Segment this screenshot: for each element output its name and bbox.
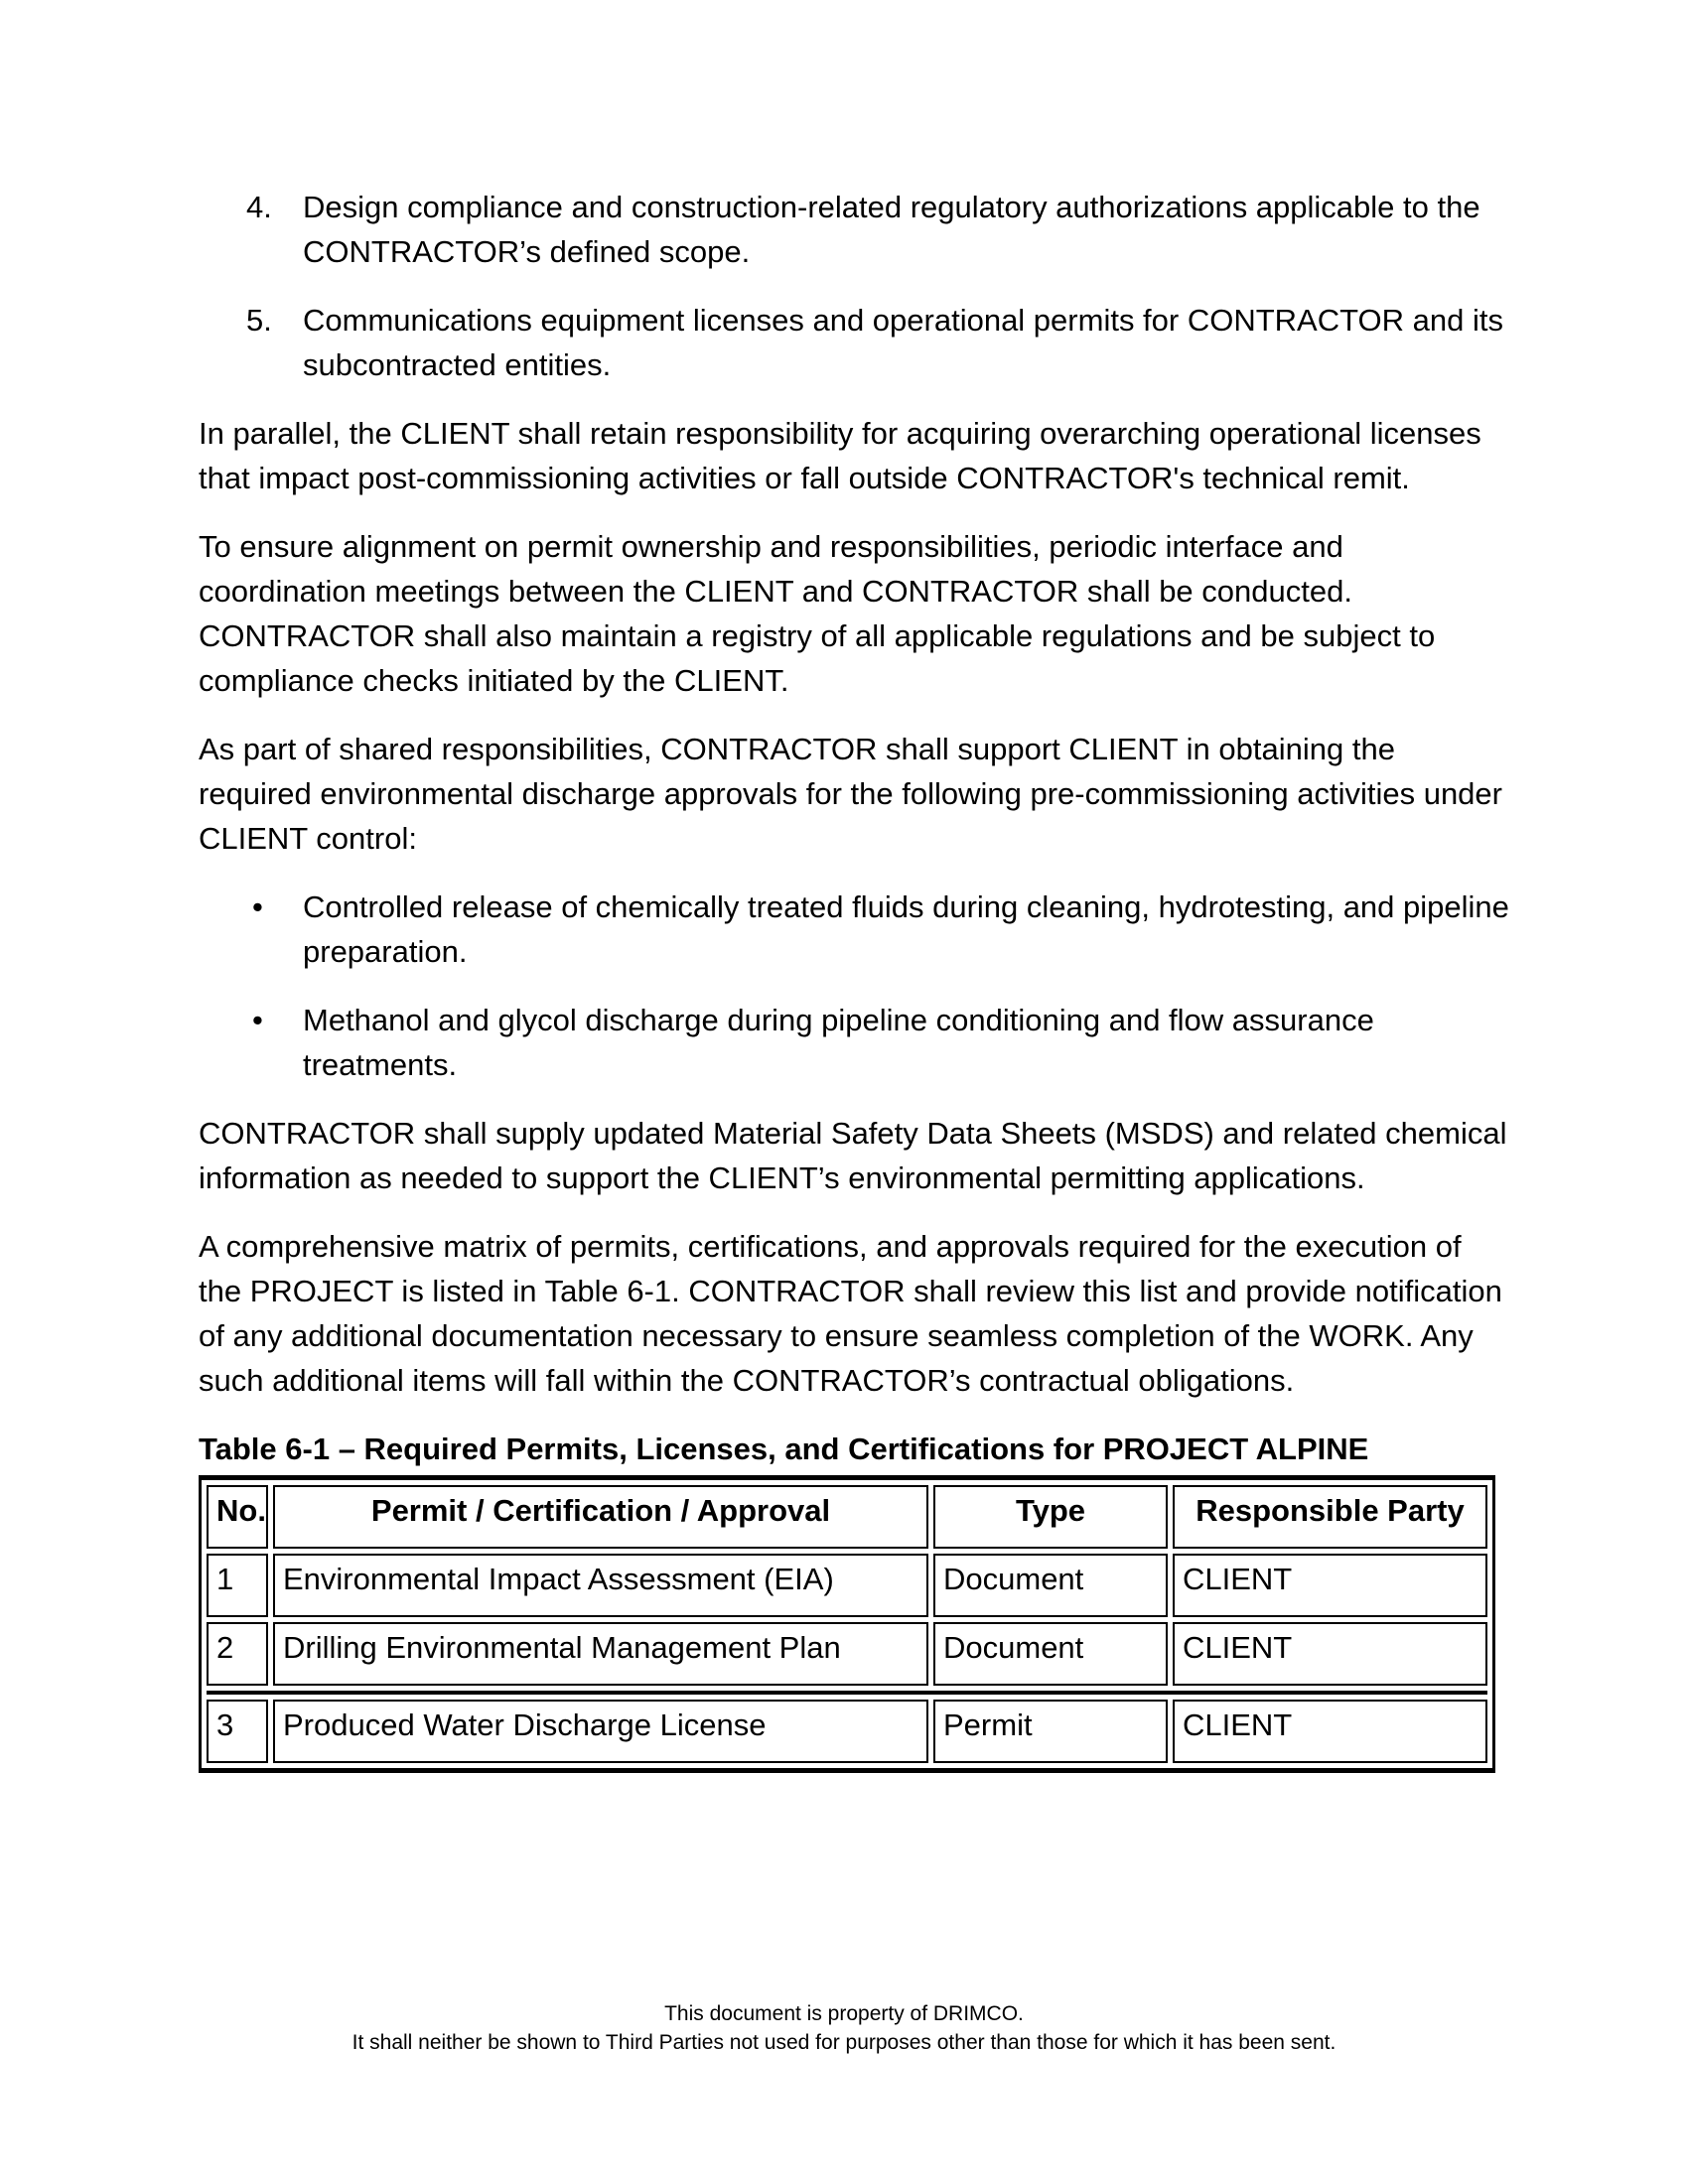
page-footer [0,1999,1688,2057]
table-caption: Table 6-1 – Required Permits, Licenses, and Certifications for PROJECT ALPINE [199,1432,1369,1466]
cell-row1-party: CLIENT [1173,1554,1487,1617]
table-row [207,1700,1487,1763]
numbered-list-item-4 [246,185,1509,274]
table-thick-divider [207,1691,1487,1695]
header-cell-no: No. [207,1485,268,1549]
paragraph-shared-responsibilities: As part of shared responsibilities, CONTRACTOR shall support CLIENT in obtaining the required environmental discharge approvals for the following pre-commissioning activities under CLIENT control: [199,732,1502,856]
table-row [207,1622,1487,1686]
cell-row2-permit: Drilling Environmental Management Plan [273,1622,928,1686]
footer-line-confidentiality: It shall neither be shown to Third Parties not used for purposes other than those for which it has been sent. [352,2031,1336,2054]
divider-line [207,1691,1487,1695]
paragraph-matrix: A comprehensive matrix of permits, certifications, and approvals required for the execution of the PROJECT is listed in Table 6-1. CONTRACTOR shall review this list and provide notification of any additional documentation necessary to ensure seamless completion of the WORK. Any such additional items will fall within the CONTRACTOR’s contractual obligations. [199,1229,1502,1398]
numbered-list-item-5 [246,298,1509,387]
bullet-item-text: Controlled release of chemically treated fluids during cleaning, hydrotesting, and pipeline preparation. [303,889,1509,969]
document-body [199,185,1509,1773]
list-item-text: Communications equipment licenses and operational permits for CONTRACTOR and its subcontracted entities. [303,303,1503,382]
cell-row3-type: Permit [933,1700,1168,1763]
paragraph-in-parallel: In parallel, the CLIENT shall retain responsibility for acquiring overarching operational licenses that impact post-commissioning activities or fall outside CONTRACTOR's technical remit. [199,416,1481,495]
bullet-icon: • [252,1003,263,1037]
list-number: 5. [246,303,272,338]
list-number: 4. [246,190,272,224]
header-cell-responsible-party: Responsible Party [1173,1485,1487,1549]
bullet-item-methanol-glycol [246,998,1509,1087]
permits-table [199,1475,1495,1773]
footer-line-property: This document is property of DRIMCO. [664,2002,1024,2025]
list-item-text: Design compliance and construction-related regulatory authorizations applicable to the CONTRACTOR’s defined scope. [303,190,1480,269]
cell-row3-party: CLIENT [1173,1700,1487,1763]
header-cell-permit: Permit / Certification / Approval [273,1485,928,1549]
table-header-row [207,1485,1487,1549]
cell-row3-no: 3 [207,1700,268,1763]
cell-row1-no: 1 [207,1554,268,1617]
bullet-icon: • [252,889,263,924]
cell-row2-no: 2 [207,1622,268,1686]
cell-row2-type: Document [933,1622,1168,1686]
bullet-item-controlled-release [246,885,1509,974]
cell-row1-type: Document [933,1554,1168,1617]
cell-row1-permit: Environmental Impact Assessment (EIA) [273,1554,928,1617]
cell-row3-permit: Produced Water Discharge License [273,1700,928,1763]
header-cell-type: Type [933,1485,1168,1549]
bullet-item-text: Methanol and glycol discharge during pipeline conditioning and flow assurance treatments. [303,1003,1374,1082]
cell-row2-party: CLIENT [1173,1622,1487,1686]
paragraph-msds: CONTRACTOR shall supply updated Material Safety Data Sheets (MSDS) and related chemical information as needed to support the CLIENT’s environmental permitting applications. [199,1116,1507,1195]
paragraph-alignment: To ensure alignment on permit ownership and responsibilities, periodic interface and coordination meetings between the CLIENT and CONTRACTOR shall be conducted. CONTRACTOR shall also maintain a registry of all applicable regulations and be subject to compliance checks initiated by the CLIENT. [199,529,1436,698]
table-row [207,1554,1487,1617]
